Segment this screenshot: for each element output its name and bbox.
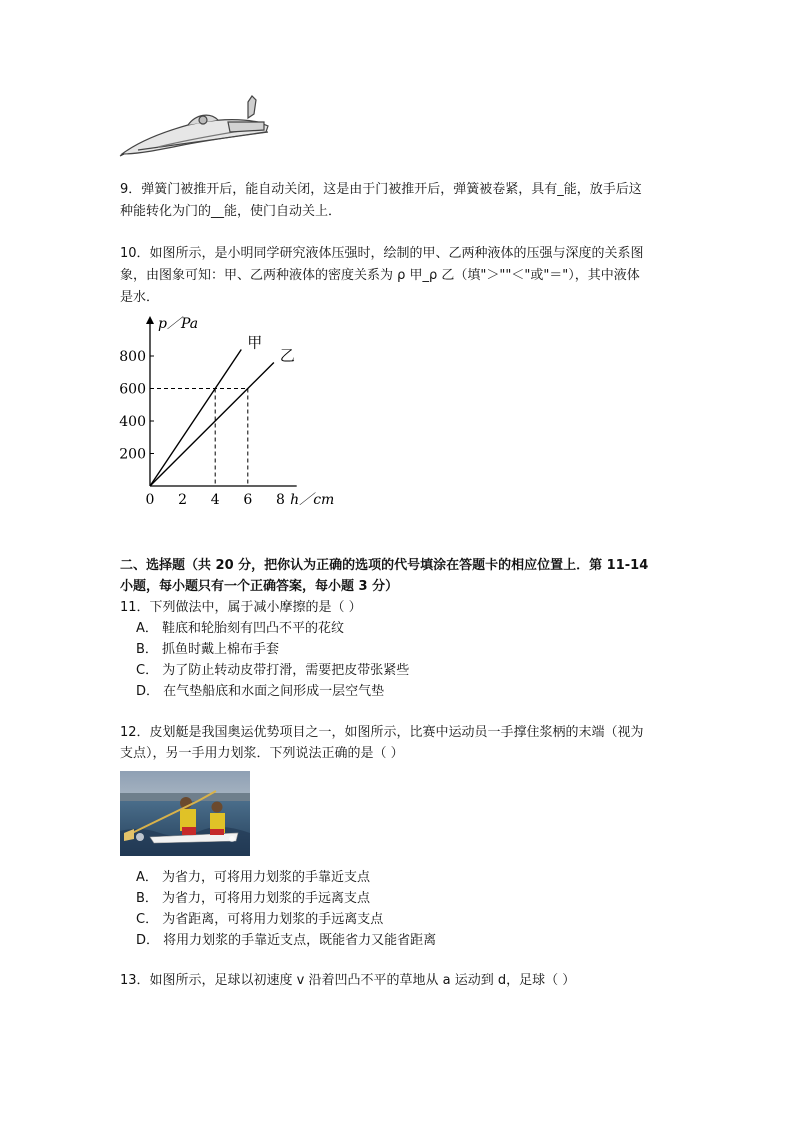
q12-option-b: B． 为省力，可将用力划浆的手远离支点: [136, 891, 371, 906]
q11-stem: 11．下列做法中，属于减小摩擦的是（ ）: [120, 600, 362, 615]
q9-line-2: 种能转化为门的__能，使门自动关上．: [120, 204, 342, 219]
q10-line-1: 10．如图所示，是小明同学研究液体压强时，绘制的甲、乙两种液体的压强与深度的关系图: [120, 246, 644, 261]
q12-option-a: A． 为省力，可将用力划浆的手靠近支点: [136, 870, 371, 885]
q11-option-c: C． 为了防止转动皮带打滑，需要把皮带张紧些: [136, 663, 410, 678]
x-tick-label: 8: [275, 492, 285, 508]
section-2-header-line-2: 小题，每小题只有一个正确答案，每小题 3 分）: [120, 579, 399, 594]
y-axis-label: p／Pa: [158, 316, 199, 332]
q12-option-c: C． 为省距离，可将用力划浆的手远离支点: [136, 912, 384, 927]
series-label-2: 乙: [279, 346, 295, 365]
y-tick-label: 400: [119, 414, 146, 430]
q12-option-d: D． 将用力划浆的手靠近支点，既能省力又能省距离: [136, 933, 437, 948]
kayak-photo: [120, 771, 250, 856]
q9-line-1: 9．弹簧门被推开后，能自动关闭，这是由于门被推开后，弹簧被卷紧，具有_能，放手后这: [120, 182, 642, 197]
q11-option-a: A． 鞋底和轮胎刻有凹凸不平的花纹: [136, 621, 345, 636]
q11-option-b: B． 抓鱼时戴上棉布手套: [136, 642, 280, 657]
y-tick-label: 800: [119, 349, 146, 365]
section-2-header-line-1: 二、选择题（共 20 分，把你认为正确的选项的代号填涂在答题卡的相应位置上．第 11-14: [120, 558, 649, 573]
vehicle-sketch-figure: [118, 92, 278, 160]
y-tick-label: 200: [119, 446, 146, 463]
pressure-depth-chart: [110, 308, 350, 518]
q13-stem: 13．如图所示，足球以初速度 v 沿着凹凸不平的草地从 a 运动到 d，足球（ ）: [120, 973, 576, 988]
x-tick-label: 0: [145, 492, 155, 508]
q12-line-2: 支点），另一手用力划浆．下列说法正确的是（ ）: [120, 746, 404, 761]
q10-line-2: 象，由图象可知：甲、乙两种液体的密度关系为 ρ 甲_ρ 乙（填"＞""＜"或"＝"），其中液体: [120, 268, 640, 283]
y-tick-label: 600: [119, 381, 146, 398]
y-axis-arrow: [146, 316, 154, 324]
x-tick-label: 4: [210, 492, 220, 508]
q12-line-1: 12．皮划艇是我国奥运优势项目之一，如图所示，比赛中运动员一手撑住浆柄的末端（视为: [120, 725, 644, 740]
series-label-1: 甲: [247, 333, 263, 352]
x-tick-label: 2: [178, 492, 188, 508]
x-tick-label: 6: [243, 492, 253, 508]
series-line-1: [150, 350, 241, 487]
q10-line-3: 是水．: [120, 290, 160, 305]
q11-option-d: D． 在气垫船底和水面之间形成一层空气垫: [136, 684, 385, 699]
series-line-2: [150, 363, 274, 487]
x-axis-label: h／cm: [290, 492, 335, 508]
